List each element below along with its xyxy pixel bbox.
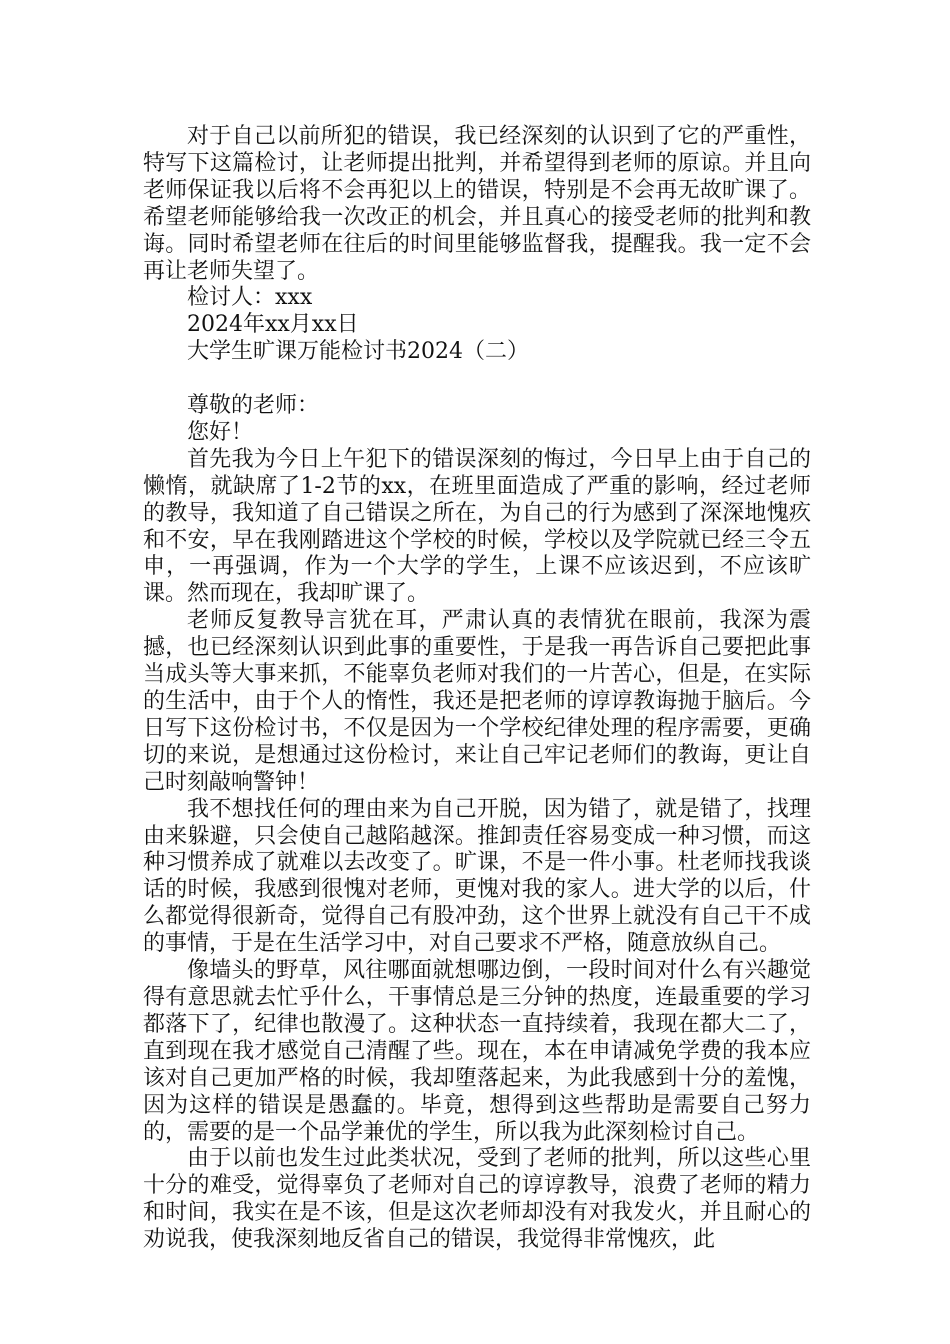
body-paragraph: 老师反复教导言犹在耳，严肃认真的表情犹在眼前，我深为震撼，也已经深刻认识到此事的重要性，于是我一再告诉自己要把此事当成头等大事来抓，不能辜负老师对我们的一片苦心，但是，在实际的生活中，由于个人的惰性，我还是把老师的谆谆教诲抛于脑后。今日写下这份检讨书，不仅是因为一个学校纪律处理的程序需要，更确切的来说，是想通过这份检讨，来让自己牢记老师们的教诲，更让自己时刻敲响警钟！ bbox=[143, 608, 811, 795]
body-paragraph: 首先我为今日上午犯下的错误深刻的悔过，今日早上由于自己的懒惰，就缺席了1-2节的xx，在班里面造成了严重的影响，经过老师的教导，我知道了自己错误之所在，为自己的行为感到了深深地愧疚和不安，早在我刚踏进这个学校的时候，学校以及学院就已经三令五申，一再强调，作为一个大学的学生，上课不应该迟到，不应该旷课。然而现在，我却旷课了。 bbox=[143, 446, 811, 607]
greeting: 您好！ bbox=[187, 419, 254, 445]
salutation: 尊敬的老师： bbox=[187, 393, 320, 419]
section-title: 大学生旷课万能检讨书2024（二） bbox=[187, 339, 529, 365]
body-paragraph: 像墙头的野草，风往哪面就想哪边倒，一段时间对什么有兴趣觉得有意思就去忙乎什么，干事情总是三分钟的热度，连最重要的学习都落下了，纪律也散漫了。这种状态一直持续着，我现在都大二了，直到现在我才感觉自己清醒了些。现在，本在申请减免学费的我本应该对自己更加严格的时候，我却堕落起来，为此我感到十分的羞愧，因为这样的错误是愚蠢的。毕竟，想得到这些帮助是需要自己努力的，需要的是一个品学兼优的学生，所以我为此深刻检讨自己。 bbox=[143, 958, 811, 1145]
intro-paragraph: 对于自己以前所犯的错误，我已经深刻的认识到了它的严重性，特写下这篇检讨，让老师提出批判，并希望得到老师的原谅。并且向老师保证我以后将不会再犯以上的错误，特别是不会再无故旷课了。希望老师能够给我一次改正的机会，并且真心的接受老师的批判和教诲。同时希望老师在往后的时间里能够监督我，提醒我。我一定不会再让老师失望了。 bbox=[143, 124, 811, 284]
body-paragraph: 由于以前也发生过此类状况，受到了老师的批判，所以这些心里十分的难受，觉得辜负了老师对自己的谆谆教导，浪费了老师的精力和时间，我实在是不该，但是这次老师却没有对我发火，并且耐心的劝说我，使我深刻地反省自己的错误，我觉得非常愧疚，此 bbox=[143, 1146, 811, 1253]
date-line: 2024年xx月xx日 bbox=[187, 312, 359, 338]
signature-line: 检讨人：xxx bbox=[187, 285, 313, 311]
document-body bbox=[143, 124, 811, 1254]
body-paragraph: 我不想找任何的理由来为自己开脱，因为错了，就是错了，找理由来躲避，只会使自己越陷越深。推卸责任容易变成一种习惯，而这种习惯养成了就难以去改变了。旷课，不是一件小事。杜老师找我谈话的时候，我感到很愧对老师，更愧对我的家人。进大学的以后，什么都觉得很新奇，觉得自己有股冲劲，这个世界上就没有自己干不成的事情，于是在生活学习中，对自己要求不严格，随意放纵自己。 bbox=[143, 796, 811, 957]
blank-line bbox=[143, 366, 811, 393]
